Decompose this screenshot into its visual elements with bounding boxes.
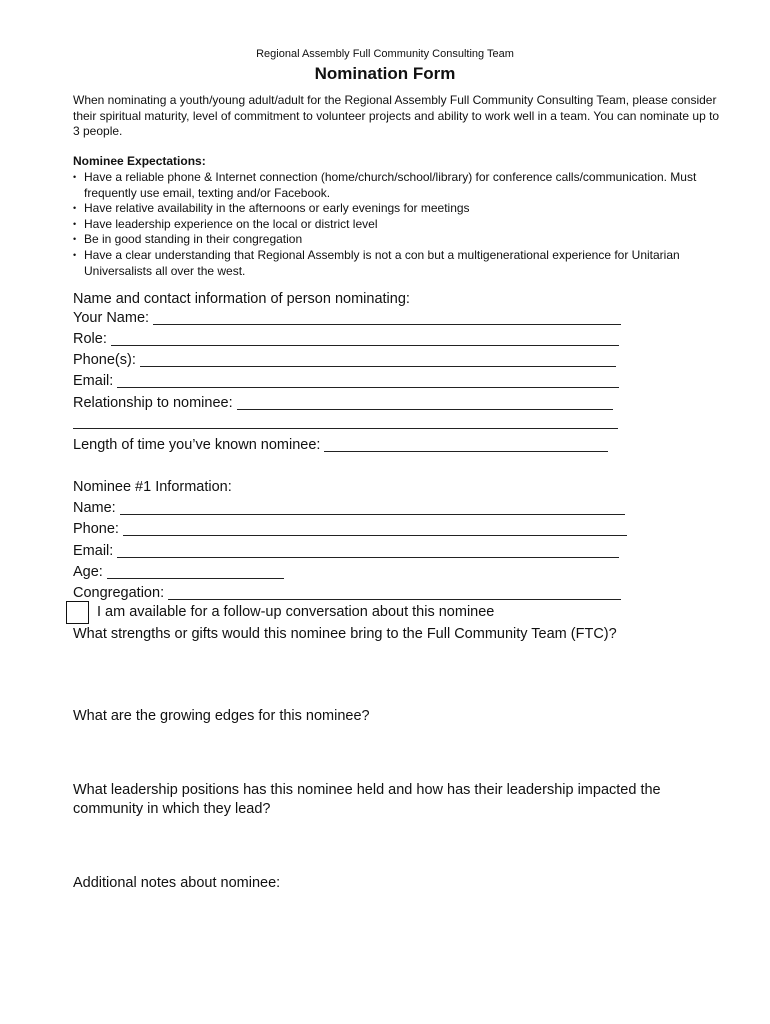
nominee-phone-label: Phone: [73, 521, 119, 537]
relationship-label: Relationship to nominee: [73, 395, 233, 411]
relationship-field[interactable] [237, 394, 613, 410]
growing-edges-question: What are the growing edges for this nominee? [73, 708, 370, 724]
length-known-row [73, 436, 608, 454]
expectation-item: • Have a reliable phone & Internet connection (home/church/school/library) for conference calls/communication. Must frequently use email, texting and/or Facebook. [73, 170, 723, 201]
nominator-email-row [73, 372, 619, 390]
expectation-item: • Have leadership experience on the local or district level [73, 217, 723, 233]
nominee-email-row [73, 542, 619, 560]
role-label: Role: [73, 331, 107, 347]
nominator-email-field[interactable] [117, 372, 619, 388]
leadership-question: What leadership positions has this nominee held and how has their leadership impacted the community in which they lead? [73, 782, 661, 817]
nominee-email-label: Email: [73, 543, 114, 559]
expectation-item: • Have relative availability in the afternoons or early evenings for meetings [73, 201, 723, 217]
nominee-name-row [73, 499, 625, 517]
your-name-field[interactable] [153, 309, 621, 325]
role-field[interactable] [111, 330, 619, 346]
nominee-name-field[interactable] [120, 499, 625, 515]
your-name-row [73, 309, 621, 327]
expectation-item: • Be in good standing in their congregation [73, 232, 723, 248]
nominee-age-field[interactable] [107, 563, 284, 579]
nominee-email-field[interactable] [117, 542, 619, 558]
expectations-list [73, 170, 723, 279]
nominator-email-label: Email: [73, 373, 114, 389]
expectation-item: • Have a clear understanding that Regional Assembly is not a con but a multigenerational experience for Unitarian Universalists all over the west. [73, 248, 723, 279]
nominee-age-label: Age: [73, 564, 103, 580]
your-name-label: Your Name: [73, 310, 150, 326]
length-known-label: Length of time you’ve known nominee: [73, 437, 321, 453]
intro-paragraph: When nominating a youth/young adult/adult for the Regional Assembly Full Community Consulting Team, please consider their spiritual maturity, level of commitment to volunteer projects and ability to work well in a team. You can nominate up to 3 people. [73, 93, 720, 138]
nominator-section-title: Name and contact information of person nominating: [73, 291, 410, 307]
phones-label: Phone(s): [73, 352, 136, 368]
phones-field[interactable] [140, 351, 616, 367]
page-title: Nomination Form [314, 64, 456, 83]
nominee-name-label: Name: [73, 500, 116, 516]
nominee-age-row [73, 563, 284, 581]
nominee1-section-title: Nominee #1 Information: [73, 479, 232, 495]
followup-checkbox[interactable] [66, 601, 89, 624]
expectations-heading: Nominee Expectations: [73, 154, 206, 168]
phones-row [73, 351, 616, 369]
nominee-congregation-field[interactable] [168, 584, 621, 600]
nominee-phone-field[interactable] [123, 520, 627, 536]
relationship-row [73, 394, 613, 412]
additional-notes-question: Additional notes about nominee: [73, 875, 281, 891]
strengths-question: What strengths or gifts would this nominee bring to the Full Community Team (FTC)? [73, 626, 617, 642]
role-row [73, 330, 619, 348]
nominee-congregation-label: Congregation: [73, 585, 165, 601]
length-known-field[interactable] [324, 436, 608, 452]
nominee-congregation-row [73, 584, 621, 602]
followup-checkbox-label: I am available for a follow-up conversation about this nominee [97, 604, 495, 620]
organization-line: Regional Assembly Full Community Consulting Team [256, 48, 514, 60]
nominee-phone-row [73, 520, 627, 538]
relationship-field-continuation[interactable] [73, 428, 618, 429]
